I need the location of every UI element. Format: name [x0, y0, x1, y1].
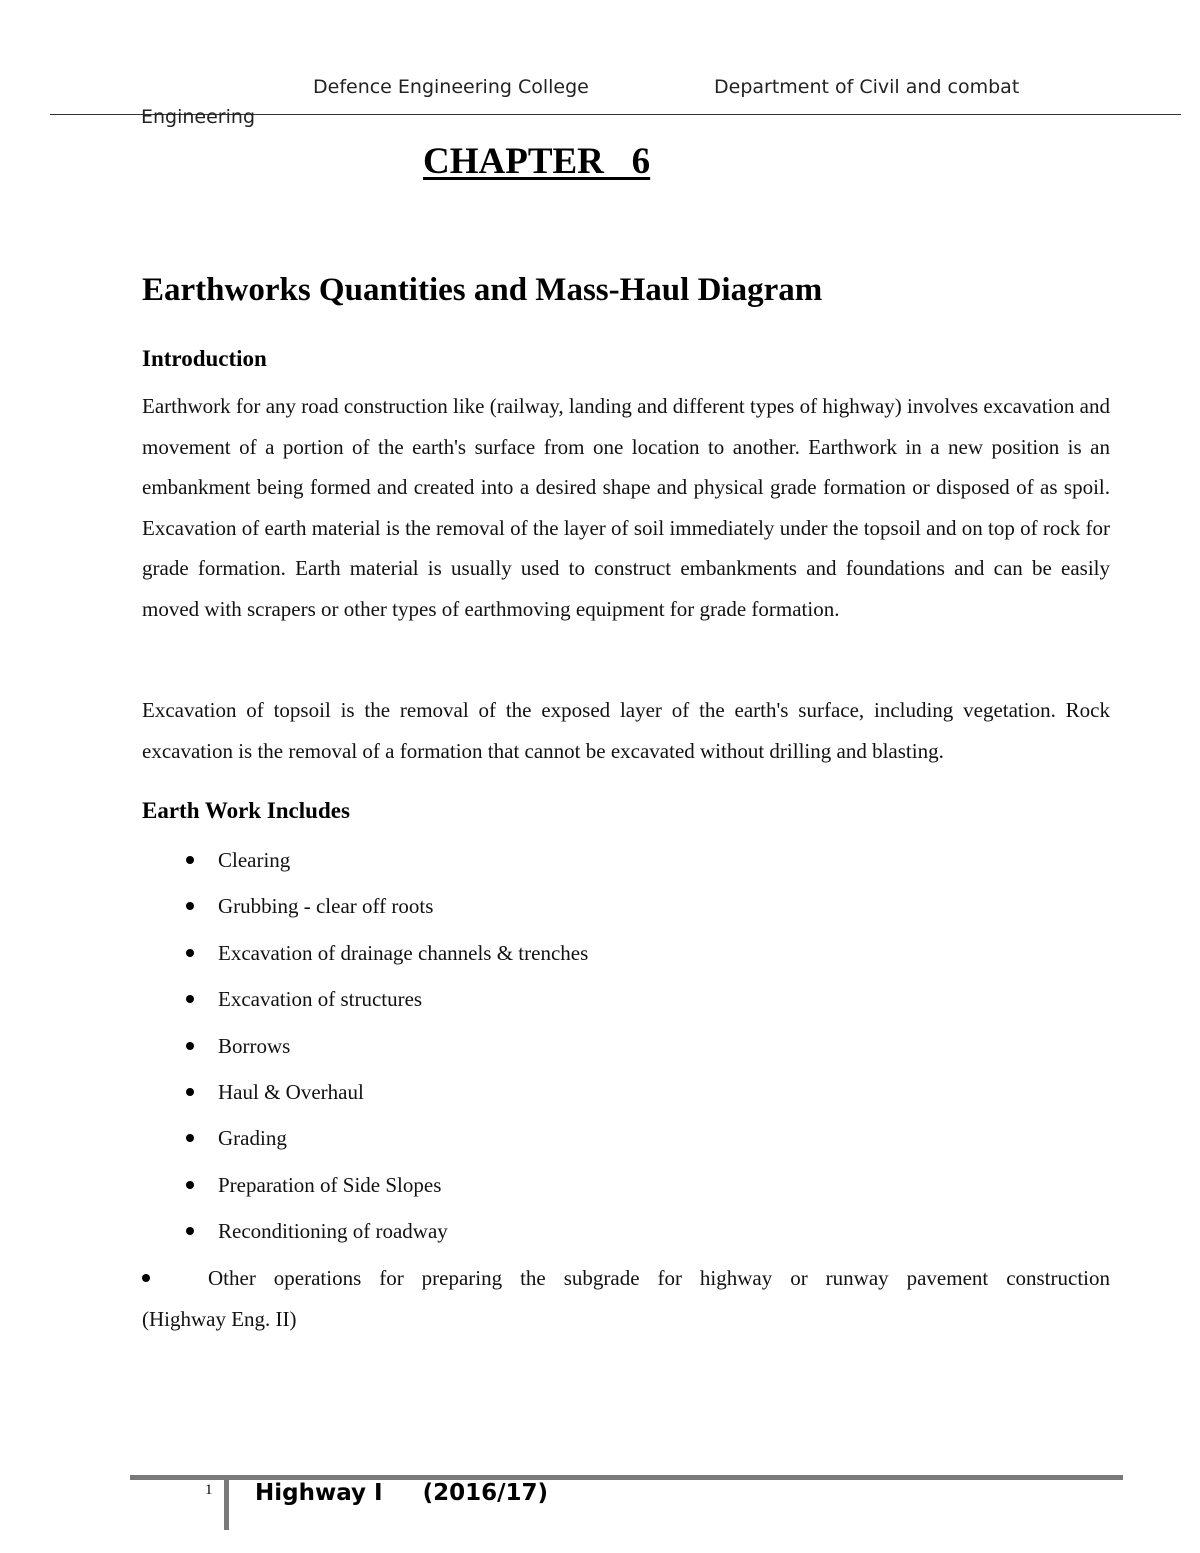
- list-item: Reconditioning of roadway: [142, 1208, 1110, 1254]
- earthwork-list: [142, 837, 1110, 1255]
- list-item: Haul & Overhaul: [142, 1069, 1110, 1115]
- footer-divider: [224, 1480, 229, 1530]
- list-item: Excavation of structures: [142, 976, 1110, 1022]
- list-item: Grading: [142, 1115, 1110, 1161]
- introduction-paragraph-2: Excavation of topsoil is the removal of the exposed layer of the earth's surface, including vegetation. Rock excavation is the removal of a formation that cannot be excavated without drilling and blasting.: [142, 698, 1110, 763]
- bullet-icon: [186, 995, 194, 1003]
- footer-course-label: Highway I (2016/17): [255, 1480, 549, 1506]
- list-item: Excavation of drainage channels & trenches: [142, 930, 1110, 976]
- header-department-continued: Engineering: [141, 106, 255, 128]
- bullet-icon: [186, 902, 194, 910]
- other-operations-source: (Highway Eng. II): [142, 1307, 297, 1331]
- document-title: Earthworks Quantities and Mass-Haul Diagram: [142, 272, 823, 308]
- list-item: Borrows: [142, 1023, 1110, 1069]
- bullet-icon: [186, 1181, 194, 1189]
- bullet-icon: [186, 1227, 194, 1235]
- bullet-icon: [186, 1088, 194, 1096]
- bullet-icon: [186, 856, 194, 864]
- other-operations-line: Other operations for preparing the subgrade for highway or runway pavement construction: [142, 1258, 1110, 1299]
- introduction-paragraph-1: Earthwork for any road construction like (railway, landing and different types of highway) involves excavation and movement of a portion of the earth's surface from one location to another. Earthwork in a new position is an embankment being formed and created into a desired shape and physical grade formation or disposed of as spoil. Excavation of earth material is the removal of the layer of soil immediately under the topsoil and on top of rock for grade formation. Earth material is usually used to construct embankments and foundations and can be easily moved with scrapers or other types of earthmoving equipment for grade formation.: [142, 394, 1110, 621]
- earthwork-heading: Earth Work Includes: [142, 798, 350, 823]
- header-college: Defence Engineering College: [313, 76, 589, 98]
- list-item: Grubbing - clear off roots: [142, 883, 1110, 929]
- bullet-icon: [142, 1274, 150, 1282]
- bullet-icon: [186, 949, 194, 957]
- list-item: Clearing: [142, 837, 1110, 883]
- chapter-heading: CHAPTER 6: [423, 141, 651, 182]
- list-item-other-operations: [142, 1258, 1110, 1340]
- list-item: Preparation of Side Slopes: [142, 1162, 1110, 1208]
- header-department: Department of Civil and combat: [714, 76, 1020, 98]
- introduction-heading: Introduction: [142, 346, 267, 371]
- bullet-icon: [186, 1042, 194, 1050]
- page-number: 1: [205, 1482, 213, 1498]
- bullet-icon: [186, 1134, 194, 1142]
